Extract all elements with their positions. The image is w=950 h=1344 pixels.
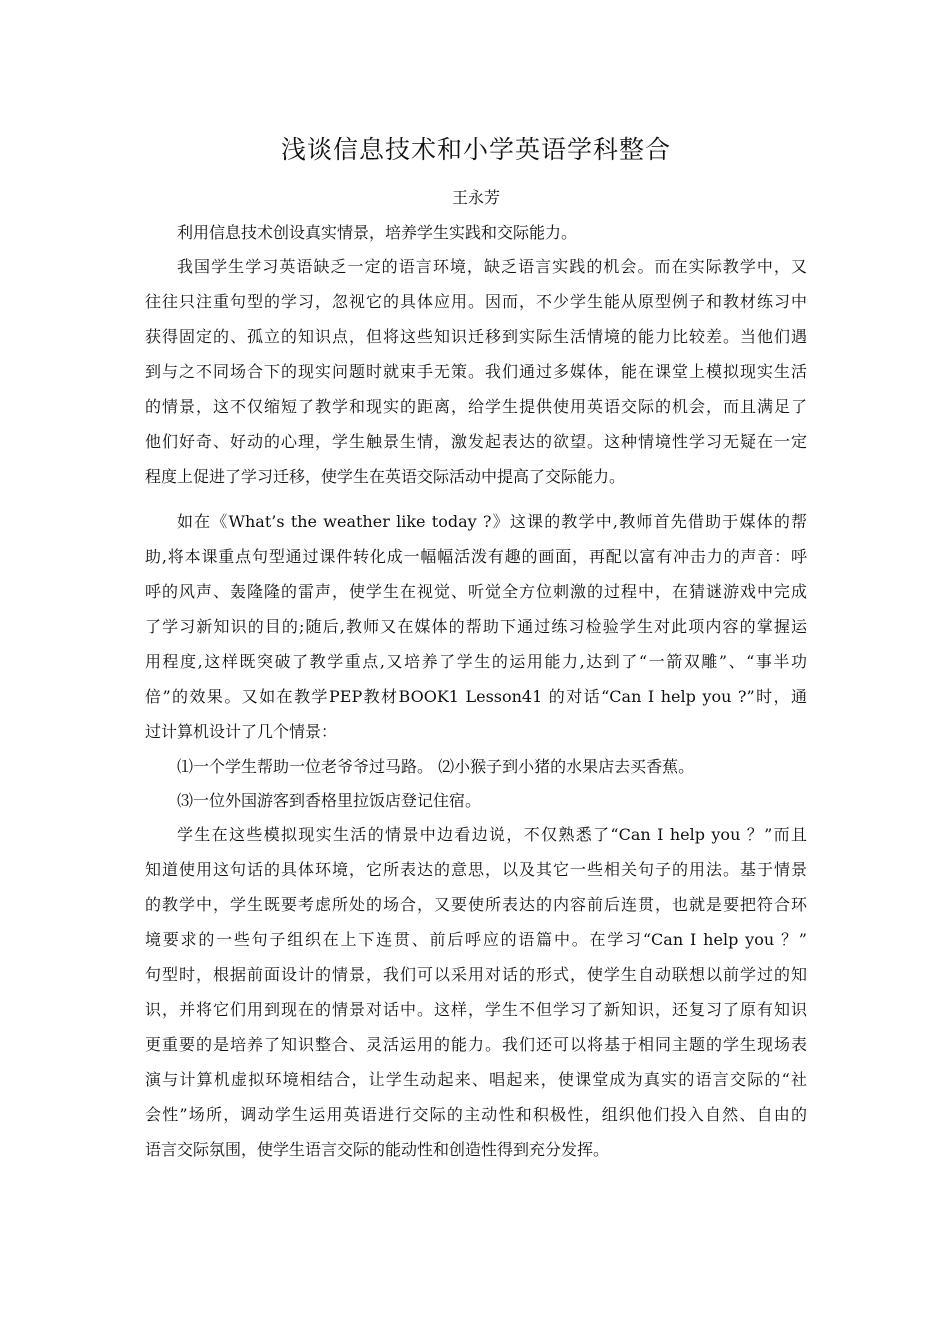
body-line: 用程度,这样既突破了教学重点,又培养了学生的运用能力,达到了“一箭双雕”、“事半功 — [145, 652, 807, 671]
body-line: 我国学生学习英语缺乏一定的语言环境，缺乏语言实践的机会。而在实际教学中，又 — [177, 257, 807, 276]
body-line: 演与计算机虚拟环境相结合，让学生动起来、唱起来，使课堂成为真实的语言交际的“社 — [145, 1070, 807, 1089]
body-line: 句型时，根据前面设计的情景，我们可以采用对话的形式，使学生自动联想以前学过的知 — [145, 965, 807, 984]
body-line: 的情景，这不仅缩短了教学和现实的距离，给学生提供使用英语交际的机会，而且满足了 — [145, 397, 807, 416]
body-line: 的教学中，学生既要考虑所处的场合，又要使所表达的内容前后连贯，也就是要把符合环 — [145, 895, 807, 914]
body-line: 了学习新知识的目的;随后,教师又在媒体的帮助下通过练习检验学生对此项内容的掌握运 — [145, 617, 807, 636]
body-line: 利用信息技术创设真实情景，培养学生实践和交际能力。 — [177, 223, 578, 242]
body-line: 过计算机设计了几个情景： — [145, 722, 338, 741]
body-line: 倍”的效果。又如在教学PEP教材BOOK1 Lesson41 的对话“Can I help you ?”时，通 — [145, 687, 807, 706]
document-title: 浅谈信息技术和小学英语学科整合 — [280, 135, 671, 164]
body-line: 他们好奇、好动的心理，学生触景生情，激发起表达的欲望。这种情境性学习无疑在一定 — [145, 432, 807, 451]
list-item: ⑴一个学生帮助一位老爷爷过马路。 ⑵小猴子到小猪的水果店去买香蕉。 — [177, 757, 695, 776]
body-line: 助,将本课重点句型通过课件转化成一幅幅活泼有趣的画面，再配以富有冲击力的声音：呼 — [145, 547, 807, 566]
body-line: 程度上促进了学习迁移，使学生在英语交际活动中提高了交际能力。 — [145, 467, 626, 486]
body-line: 获得固定的、孤立的知识点，但将这些知识迁移到实际生活情境的能力比较差。当他们遇 — [145, 327, 807, 346]
body-line: 识，并将它们用到现在的情景对话中。这样，学生不但学习了新知识，还复习了原有知识 — [145, 1000, 807, 1019]
list-item: ⑶一位外国游客到香格里拉饭店登记住宿。 — [177, 791, 482, 810]
body-line: 会性”场所，调动学生运用英语进行交际的主动性和积极性，组织他们投入自然、自由的 — [145, 1105, 807, 1124]
document-author: 王永芳 — [451, 188, 500, 207]
body-line: 境要求的一些句子组织在上下连贯、前后呼应的语篇中。在学习“Can I help you ？” — [145, 930, 807, 949]
body-line: 知道使用这句话的具体环境，它所表达的意思，以及其它一些相关句子的用法。基于情景 — [145, 860, 807, 879]
body-line: 到与之不同场合下的现实问题时就束手无策。我们通过多媒体，能在课堂上模拟现实生活 — [145, 362, 807, 381]
body-line: 呼的风声、轰隆隆的雷声，使学生在视觉、听觉全方位刺激的过程中，在猜谜游戏中完成 — [145, 582, 807, 601]
body-line: 学生在这些模拟现实生活的情景中边看边说，不仅熟悉了“Can I help you ？”而且 — [177, 825, 807, 844]
body-line: 如在《What’s the weather like today ?》这课的教学中,教师首先借助于媒体的帮 — [177, 512, 807, 531]
body-line: 往往只注重句型的学习，忽视它的具体应用。因而，不少学生能从原型例子和教材练习中 — [145, 292, 807, 311]
body-line: 更重要的是培养了知识整合、灵活运用的能力。我们还可以将基于相同主题的学生现场表 — [145, 1035, 807, 1054]
body-line: 语言交际氛围，使学生语言交际的能动性和创造性得到充分发挥。 — [145, 1140, 610, 1159]
